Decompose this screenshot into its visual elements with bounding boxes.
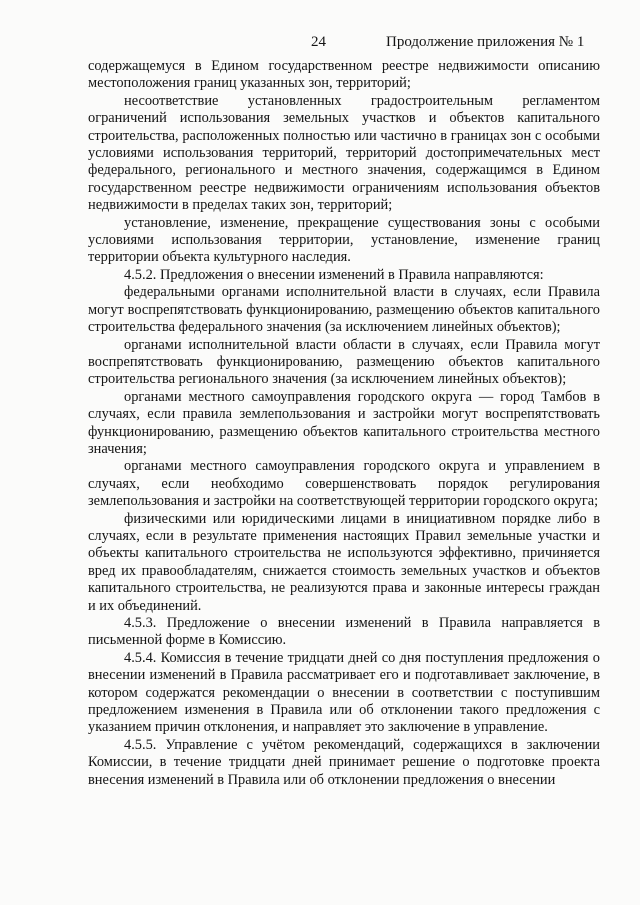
page-number: 24 [311,34,326,50]
paragraph-local-government-and-department: органами местного самоуправления городского округа и управлением в случаях, если необходимо совершенствовать порядок регулирования землепользования и застройки на соответствующей территории городского округа; [88,458,600,510]
paragraph-clause-4-5-4: 4.5.4. Комиссия в течение тридцати дней со дня поступления предложения о внесении изменений в Правила рассматривает его и подготавливает заключение, в котором содержатся рекомендации о внесении в соответствии с поступившим предложением изменения в Правила или об отклонении такого предложения с указанием причин отклонения, и направляет это заключение в управление. [88,649,600,736]
paragraph-clause-4-5-5: 4.5.5. Управление с учётом рекомендаций, содержащихся в заключении Комиссии, в течение тридцати дней принимает решение о подготовке проекта внесения изменений в Правила или об отклонении предложения о внесении [88,736,600,788]
paragraph-mismatch-restrictions: несоответствие установленных градостроительным регламентом ограничений использования земельных участков и объектов капитального строительства, расположенных полностью или частично в границах зон с особыми условиями использования территорий, территорий достопримечательных мест федерального, регионального и местного значения, содержащимся в Едином государственном реестре недвижимости ограничениям использования объектов недвижимости в пределах таких зон, территорий; [88,92,600,214]
appendix-continuation-label: Продолжение приложения № 1 [386,34,585,50]
document-body [88,58,600,789]
paragraph-individuals-and-legal-entities: физическими или юридическими лицами в инициативном порядке либо в случаях, если в результате применения настоящих Правил земельные участки и объекты капитального строительства не используются эффективно, причиняется вред их правообладателям, снижается стоимость земельных участков и объектов капитального строительства, не реализуются права и законные интересы граждан и их объединений. [88,510,600,614]
paragraph-local-government: органами местного самоуправления городского округа — город Тамбов в случаях, если правила землепользования и застройки могут воспрепятствовать функционированию, размещению объектов капитального строительства местного значения; [88,388,600,457]
paragraph-federal-bodies: федеральными органами исполнительной власти в случаях, если Правила могут воспрепятствовать функционированию, размещению объектов капитального строительства федерального значения (за исключением линейных объектов); [88,284,600,336]
paragraph-regional-bodies: органами исполнительной власти области в случаях, если Правила могут воспрепятствовать функционированию, размещению объектов капитального строительства регионального значения (за исключением линейных объектов); [88,336,600,388]
paragraph-continued: содержащемуся в Едином государственном реестре недвижимости описанию местоположения границ указанных зон, территорий; [88,58,600,92]
paragraph-clause-4-5-2: 4.5.2. Предложения о внесении изменений в Правила направляются: [124,266,544,283]
paragraph-zone-changes: установление, изменение, прекращение существования зоны с особыми условиями использования территории, установление, изменение границ территории объекта культурного наследия. [88,214,600,266]
page-header [0,34,640,54]
paragraph-clause-4-5-3: 4.5.3. Предложение о внесении изменений в Правила направляется в письменной форме в Комиссию. [88,615,600,649]
